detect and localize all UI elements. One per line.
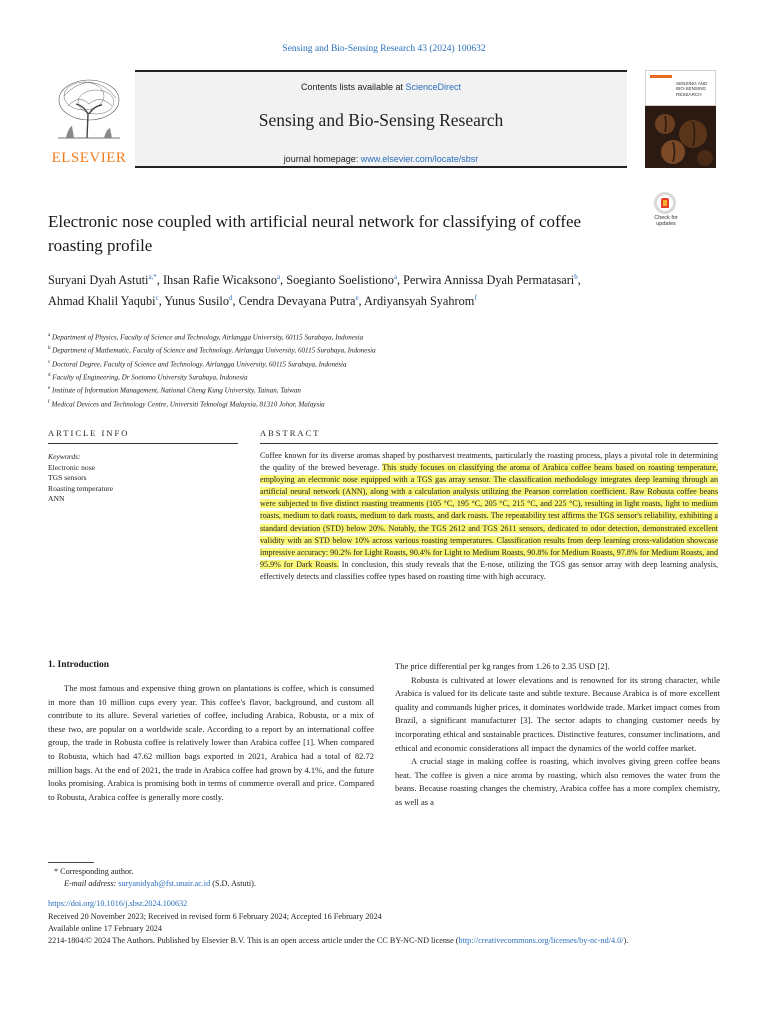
paragraph: The most famous and expensive thing grown on plantations is coffee, which is consumed in more than 10 million cups every year. This coffee's flavor, background, and custom all contribute to its allure. Several varieties of coffee, including Arabica, Robusta, or a mix of these two, are popular on a worldwide scale. According to a report by an international coffee group, the trade in Robusta coffee is relatively lower than Arabica coffee [1]. When compared to Robusta, which had 47.62 million bags exported in 2021, Arabica had a total of 82.72 million bags. At the end of 2021, the trade in Arabica coffee had grown by 4.1%, and the future looks promising. Arabica is promising both in terms of commerce overall and price. Compared to Robusta, Arabica coffee is generally more costly. xyxy=(48,683,374,802)
check-for-updates-badge[interactable] xyxy=(648,192,684,232)
introduction-body-left xyxy=(48,682,374,804)
cover-stripe xyxy=(650,75,672,78)
author-affiliation-marker[interactable]: a xyxy=(276,273,281,281)
keywords-block xyxy=(48,452,238,505)
author-affiliation-marker[interactable]: c xyxy=(155,294,159,303)
author-name: Suryani Dyah Astuti xyxy=(48,273,149,288)
homepage-link[interactable]: www.elsevier.com/locate/sbsr xyxy=(360,154,479,164)
body-column-right xyxy=(395,660,720,810)
elsevier-wordmark: ELSEVIER xyxy=(51,150,127,166)
footnote-rule xyxy=(48,862,94,863)
author-affiliation-marker[interactable]: d xyxy=(229,294,233,303)
check-for-updates-label: Check for updates xyxy=(654,215,678,227)
journal-title: Sensing and Bio-Sensing Research xyxy=(258,110,504,130)
paragraph: A crucial stage in making coffee is roasting, which involves giving green coffee beans heat. The coffee is given a nice aroma by roasting, which also removes the water from the beans. Because roasting changes the chemistry, Arabica coffee has a more complex chemistry, as well as a xyxy=(395,756,720,807)
author-separator: , xyxy=(280,273,287,288)
author-name: Ihsan Rafie Wicaksono xyxy=(162,273,277,288)
abstract-part-2: In conclusion, this study reveals that the E-nose, utilizing the TGS gas sensor array with deep learning analysis, effectively detects and classifies coffee types based on roasting time with high accuracy. xyxy=(260,559,718,581)
email-label: E-mail address: xyxy=(64,879,119,889)
homepage-prefix: journal homepage: xyxy=(283,154,361,164)
affiliation-text: Medical Devices and Technology Centre, Universiti Teknologi Malaysia, 81310 Johor, Malaysia xyxy=(51,400,325,409)
author[interactable] xyxy=(403,273,581,287)
doi-link[interactable]: https://doi.org/10.1016/j.sbsr.2024.100632 xyxy=(48,899,188,909)
author[interactable] xyxy=(48,294,164,308)
affiliation-text: Department of Mathematic, Faculty of Science and Technology, Airlangga University, 60115 Surabaya, Indonesia xyxy=(52,346,376,355)
footnotes xyxy=(48,866,720,947)
affiliation xyxy=(48,383,668,396)
contents-prefix: Contents lists available at xyxy=(300,82,406,92)
body-column-left xyxy=(48,660,374,804)
affiliation xyxy=(48,357,668,370)
bookmark-yellow xyxy=(663,200,667,206)
sciencedirect-link[interactable]: ScienceDirect xyxy=(405,82,462,92)
author-separator: , xyxy=(577,273,581,288)
elsevier-logo[interactable] xyxy=(48,70,130,168)
journal-reference[interactable]: Sensing and Bio-Sensing Research 43 (2024) 100632 xyxy=(282,44,486,54)
paragraph-continuation: The price differential per kg ranges from 1.26 to 2.35 USD [2]. xyxy=(395,661,610,671)
introduction-heading: 1. Introduction xyxy=(48,660,110,670)
affiliation-marker: b xyxy=(48,346,51,352)
article-info-heading: ARTICLE INFO xyxy=(48,428,130,438)
author-separator: , xyxy=(358,294,365,309)
license-note xyxy=(48,935,720,947)
author-affiliation-marker[interactable]: e xyxy=(355,294,359,303)
homepage-line xyxy=(135,154,627,164)
affiliation xyxy=(48,370,668,383)
keyword: Roasting temperature xyxy=(48,483,114,493)
cover-image xyxy=(645,106,716,168)
author-separator: , xyxy=(232,294,239,309)
affiliation xyxy=(48,397,668,410)
affiliation-text: Institute of Information Management, National Cheng Kung University, Tainan, Taiwan xyxy=(52,386,301,395)
author[interactable] xyxy=(48,273,163,287)
author-name: Soegianto Soelistiono xyxy=(286,273,394,288)
affiliation-marker: c xyxy=(48,359,51,365)
affiliation-marker: d xyxy=(48,373,51,379)
affiliation xyxy=(48,343,668,356)
abstract-rule xyxy=(260,443,718,444)
author-name: Ardiyansyah Syahrom xyxy=(364,294,475,309)
affiliation-marker: f xyxy=(48,399,50,405)
available-online: Available online 17 February 2024 xyxy=(48,923,162,933)
abstract-text xyxy=(260,450,718,583)
license-prefix: 2214-1804/© 2024 The Authors. Published by Elsevier B.V. This is an open access article under the CC BY-NC-ND license ( xyxy=(48,936,459,946)
author-affiliation-marker[interactable]: b xyxy=(574,273,578,281)
received-dates: Received 20 November 2023; Received in revised form 6 February 2024; Accepted 16 February 2024 xyxy=(48,911,382,921)
journal-masthead xyxy=(48,70,716,168)
author-name: Yunus Susilo xyxy=(164,294,229,309)
author-name: Cendra Devayana Putra xyxy=(238,294,356,309)
email-suffix: (S.D. Astuti). xyxy=(210,879,256,889)
corresponding-author-note: * Corresponding author. xyxy=(54,867,134,876)
author[interactable] xyxy=(163,273,286,287)
masthead-box xyxy=(135,70,627,168)
article-info-rule xyxy=(48,443,238,444)
author-affiliation-marker[interactable]: a xyxy=(393,273,397,281)
abstract-heading: ABSTRACT xyxy=(260,428,321,438)
license-link[interactable]: http://creativecommons.org/licenses/by-nc-nd/4.0/ xyxy=(458,936,624,946)
journal-cover-thumbnail[interactable] xyxy=(645,70,716,168)
author-separator: , xyxy=(156,273,163,288)
abstract-highlighted: This study focuses on classifying the aroma of Arabica coffee beans based on roasting temperature, employing an electronic nose equipped with a TGS gas array sensor. The classification methodology integrates deep learning through an artificial neural network (ANN), along with a calculation analysis utilizing the Pearson correlation coefficient. Raw Robusta coffee beans were subjected to five distinct roasting treatments (105 °C, 195 °C, 205 °C, 215 °C, and 225 °C), resulting in light roasts, light to medium roasts, medium to dark roasts, medium to dark roasts, and dark roasts. The repeatability test affirms the TGS sensor's reliability, exhibiting a standard deviation (STD) below 20%. Notably, the TGS 2612 and TGS 2611 sensors, dedicated to odor detection, demonstrated excellent validity with an STD below 10% across various roasting temperatures. Classification results from deep learning cross-validation showcase impressive accuracy: 90.2% for Light Roasts, 90.4% for Light to Medium Roasts, 90.8% for Medium Roasts, 97.8% for Medium Roasts, and 95.9% for Dark Roasts. xyxy=(260,463,718,569)
author-affiliation-marker[interactable]: f xyxy=(474,294,477,303)
author-name: Ahmad Khalil Yaqubi xyxy=(48,294,156,309)
author-name: Perwira Annissa Dyah Permatasari xyxy=(403,273,575,288)
affiliation-text: Doctoral Degree, Faculty of Science and Technology, Airlangga University, 60115 Surabaya, Indonesia xyxy=(52,360,347,369)
author-list xyxy=(48,268,608,310)
bookmark-icon xyxy=(654,192,676,214)
author[interactable] xyxy=(364,294,477,308)
author-separator: , xyxy=(396,273,404,288)
keyword: Electronic nose xyxy=(48,462,96,472)
cover-header xyxy=(645,70,716,106)
affiliation xyxy=(48,330,668,343)
contents-line xyxy=(135,82,627,92)
email-note xyxy=(48,878,720,890)
email-link[interactable]: suryanidyah@fst.unair.ac.id xyxy=(118,879,211,889)
paragraph: Robusta is cultivated at lower elevations and is renowned for its strong character, while Arabica is valued for its delicate taste and subtle texture. Because Arabica is of more excellent quality and commands higher prices, it dominates worldwide trade. Market impact comes from Brazil, a significant manufacturer [3]. The sector adapts to changing customer needs by incorporating ethical and sustainable practices. Distinctive features, consumer inclinations, and ethical and economic considerations all impact the dynamics of the world coffee market. xyxy=(395,674,720,753)
license-suffix: ). xyxy=(623,936,629,946)
keywords-label: Keywords: xyxy=(48,452,81,461)
author-separator: , xyxy=(158,294,165,309)
author[interactable] xyxy=(164,294,238,308)
author-affiliation-marker[interactable]: a,* xyxy=(148,273,157,281)
affiliation-marker: a xyxy=(48,333,51,338)
affiliation-marker: e xyxy=(48,386,51,392)
author[interactable] xyxy=(286,273,403,287)
abstract-part-1: Coffee known for its diverse aromas shaped by postharvest treatments, particularly the roasting process, plays a pivotal role in determining the quality of the brewed beverage. xyxy=(260,451,718,473)
keyword: TGS sensors xyxy=(48,473,87,482)
affiliations xyxy=(48,330,668,410)
elsevier-tree-icon xyxy=(54,76,124,144)
introduction-body-right xyxy=(395,660,720,810)
affiliation-text: Faculty of Engineering, Dr Soetomo University Surabaya, Indonesia xyxy=(52,373,248,382)
cover-title: SENSING AND BIO-SENSING RESEARCH xyxy=(676,81,708,97)
article-title: Electronic nose coupled with artificial neural network for classifying of coffee roasting profile xyxy=(48,212,582,255)
author[interactable] xyxy=(239,294,364,308)
keyword: ANN xyxy=(48,494,65,503)
affiliation-text: Department of Physics, Faculty of Science and Technology, Airlangga University, 60115 Surabaya, Indonesia xyxy=(52,333,364,342)
